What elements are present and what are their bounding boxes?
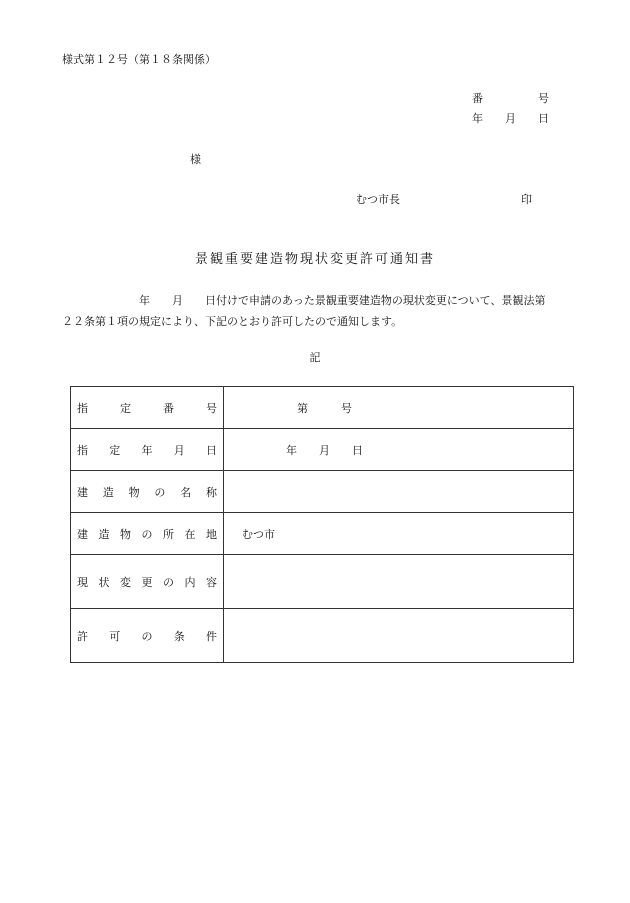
label-char: 建: [77, 527, 88, 541]
label-char: 月: [173, 443, 185, 457]
body-line-2: ２２条第１項の規定により、下記のとおり許可したので通知します。: [62, 315, 403, 328]
label-char: 物: [120, 527, 131, 541]
designation-number-label: [77, 400, 217, 416]
label-char: 定: [120, 401, 131, 415]
label-char: 変: [120, 575, 131, 589]
label-char: 件: [206, 629, 217, 643]
label-char: 番: [163, 401, 174, 415]
building-location-label: [77, 526, 217, 542]
body-paragraph: [62, 290, 572, 332]
building-location-value: むつ市: [224, 513, 574, 555]
label-char: 定: [109, 443, 121, 457]
permit-conditions-label-cell: [71, 609, 224, 663]
label-char: の: [141, 629, 153, 643]
label-char: 可: [109, 629, 121, 643]
label-char: 造: [102, 485, 114, 499]
change-details-label: [77, 574, 217, 590]
label-char: 地: [206, 527, 217, 541]
label-char: 状: [98, 575, 110, 589]
designation-number-value: 第 号: [224, 387, 574, 429]
table-row-designation-date: [71, 429, 574, 471]
building-name-label-cell: [71, 471, 224, 513]
recipient-line: 様: [190, 153, 201, 166]
label-char: 日: [206, 443, 217, 457]
ki-heading: 記: [309, 351, 321, 364]
table-row-change-details: [71, 555, 574, 609]
sender-line: むつ市長 印: [356, 193, 532, 206]
form-number-label: 様式第１２号（第１８条関係）: [62, 53, 216, 66]
label-char: 現: [77, 575, 88, 589]
label-char: の: [141, 527, 153, 541]
label-char: 許: [77, 629, 88, 643]
label-char: 条: [173, 629, 185, 643]
document-title: 景観重要建造物現状変更許可通知書: [194, 252, 435, 267]
table-row-building-name: [71, 471, 574, 513]
change-details-label-cell: [71, 555, 224, 609]
label-char: 容: [206, 575, 217, 589]
permit-conditions-label: [77, 628, 217, 644]
table-row-building-location: [71, 513, 574, 555]
label-char: 指: [77, 401, 88, 415]
permit-conditions-value: [224, 609, 574, 663]
table-row-designation-number: [71, 387, 574, 429]
designation-date-value: 年 月 日: [224, 429, 574, 471]
body-line-1: 年 月 日付けで申請のあった景観重要建造物の現状変更について、景観法第: [62, 294, 546, 307]
designation-date-label-cell: [71, 429, 224, 471]
change-details-value: [224, 555, 574, 609]
label-char: 建: [77, 485, 88, 499]
building-name-value: [224, 471, 574, 513]
table-row-permit-conditions: [71, 609, 574, 663]
label-char: の: [154, 485, 166, 499]
label-char: 造: [98, 527, 110, 541]
reference-number-line: 番 号: [472, 92, 549, 105]
designation-date-label: [77, 442, 217, 458]
issue-date-line: 年 月 日: [472, 112, 549, 125]
label-char: 内: [184, 575, 196, 589]
designation-number-label-cell: [71, 387, 224, 429]
building-location-label-cell: [71, 513, 224, 555]
label-char: 年: [141, 443, 153, 457]
label-char: の: [163, 575, 174, 589]
label-char: 物: [128, 485, 140, 499]
label-char: 更: [141, 575, 153, 589]
label-char: 所: [163, 527, 174, 541]
details-table: [70, 386, 574, 663]
label-char: 在: [184, 527, 196, 541]
building-name-label: [77, 484, 217, 500]
label-char: 称: [205, 485, 217, 499]
label-char: 号: [206, 401, 217, 415]
label-char: 名: [180, 485, 192, 499]
label-char: 指: [77, 443, 88, 457]
